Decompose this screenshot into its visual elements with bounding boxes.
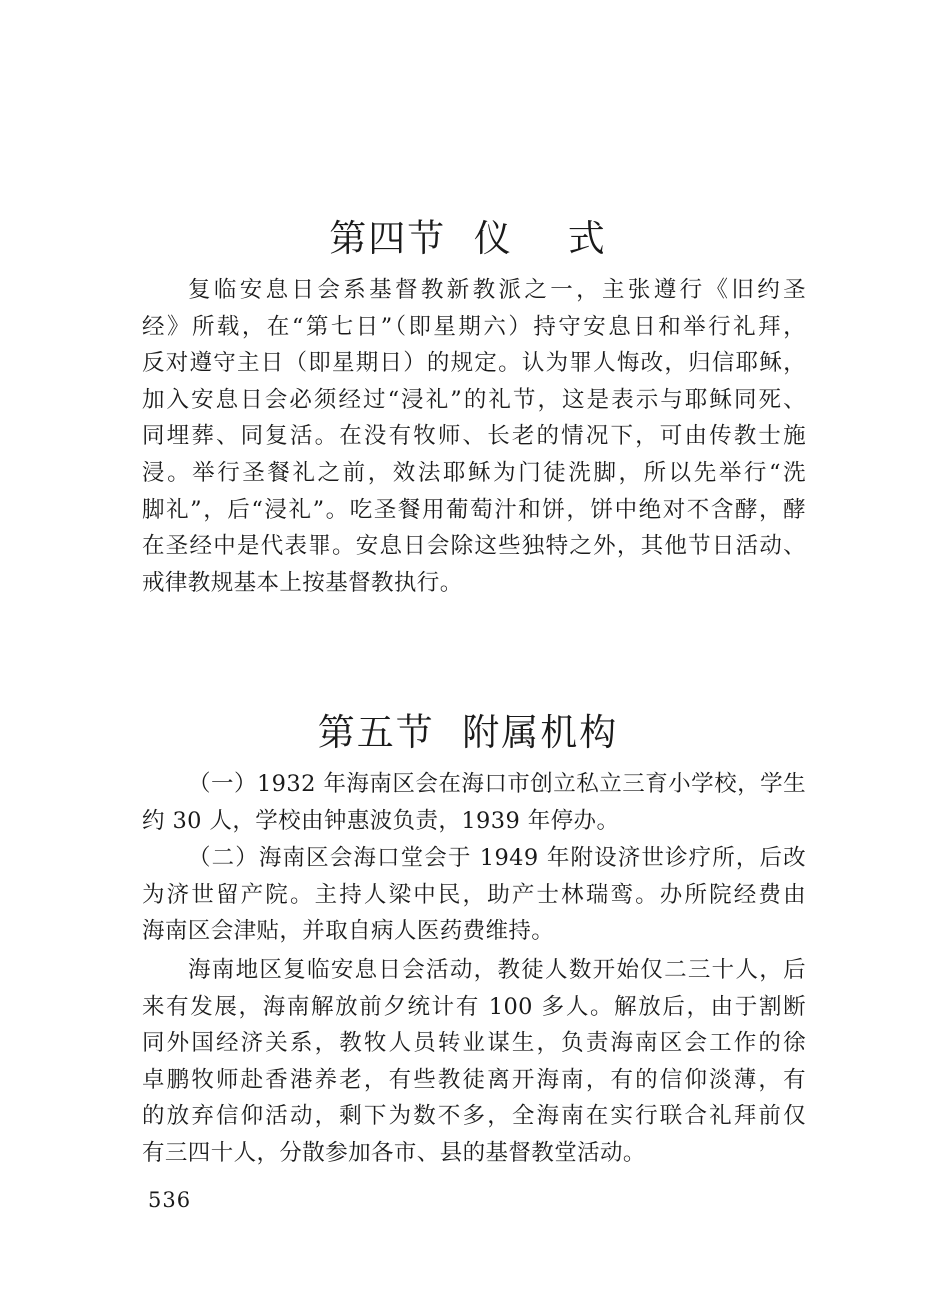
text-line: 海南区会津贴，并取自病人医药费维持。 bbox=[142, 918, 555, 945]
text-line: 约 30 人，学校由钟惠波负责，1939 年停办。 bbox=[142, 807, 620, 834]
text-line: 反对遵守主日（即星期日）的规定。认为罪人悔改，归信耶稣， bbox=[142, 350, 806, 377]
text-line: 加入安息日会必须经过“浸礼”的礼节，这是表示与耶稣同死、 bbox=[142, 386, 806, 413]
text-line: 经》所载，在“第七日”（即星期六）持守安息日和举行礼拜， bbox=[142, 313, 806, 340]
section-5-heading: 第五节 附属机构 bbox=[317, 711, 619, 754]
text-line: 同外国经济关系，教牧人员转业谋生，负责海南区会工作的徐 bbox=[142, 1030, 806, 1057]
text-line: 的放弃信仰活动，剩下为数不多，全海南在实行联合礼拜前仅 bbox=[142, 1103, 806, 1130]
text-line: 海南地区复临安息日会活动，教徒人数开始仅二三十人，后 bbox=[188, 957, 806, 983]
text-line: 脚礼”，后“浸礼”。吃圣餐用葡萄汁和饼，饼中绝对不含酵，酵 bbox=[142, 496, 806, 523]
section-4-heading: 第四节 仪 式 bbox=[329, 217, 607, 260]
text-line: 戒律教规基本上按基督教执行。 bbox=[142, 569, 463, 596]
section-5-paragraph-2 bbox=[142, 840, 806, 950]
text-line: 在圣经中是代表罪。安息日会除这些独特之外，其他节日活动、 bbox=[142, 533, 806, 560]
text-line: 为济世留产院。主持人梁中民，助产士林瑞鸾。办所院经费由 bbox=[142, 881, 806, 908]
section-5-paragraph-1 bbox=[142, 766, 806, 839]
section-5-paragraph-3 bbox=[142, 952, 806, 1172]
text-line: （二）海南区会海口堂会于 1949 年附设济世诊疗所，后改 bbox=[188, 845, 806, 871]
text-line: 同埋葬、同复活。在没有牧师、长老的情况下，可由传教士施 bbox=[142, 423, 806, 450]
text-line: （一）1932 年海南区会在海口市创立私立三育小学校，学生 bbox=[188, 771, 806, 797]
section-4-paragraph bbox=[142, 272, 806, 601]
page-number: 536 bbox=[148, 1188, 192, 1212]
text-line: 来有发展，海南解放前夕统计有 100 多人。解放后，由于割断 bbox=[142, 993, 806, 1020]
text-line: 卓鹏牧师赴香港养老，有些教徒离开海南，有的信仰淡薄，有 bbox=[142, 1066, 806, 1093]
text-line: 有三四十人，分散参加各市、县的基督教堂活动。 bbox=[142, 1139, 646, 1166]
text-line: 复临安息日会系基督教新教派之一，主张遵行《旧约圣 bbox=[188, 277, 806, 303]
text-line: 浸。举行圣餐礼之前，效法耶稣为门徒洗脚，所以先举行“洗 bbox=[142, 459, 806, 486]
